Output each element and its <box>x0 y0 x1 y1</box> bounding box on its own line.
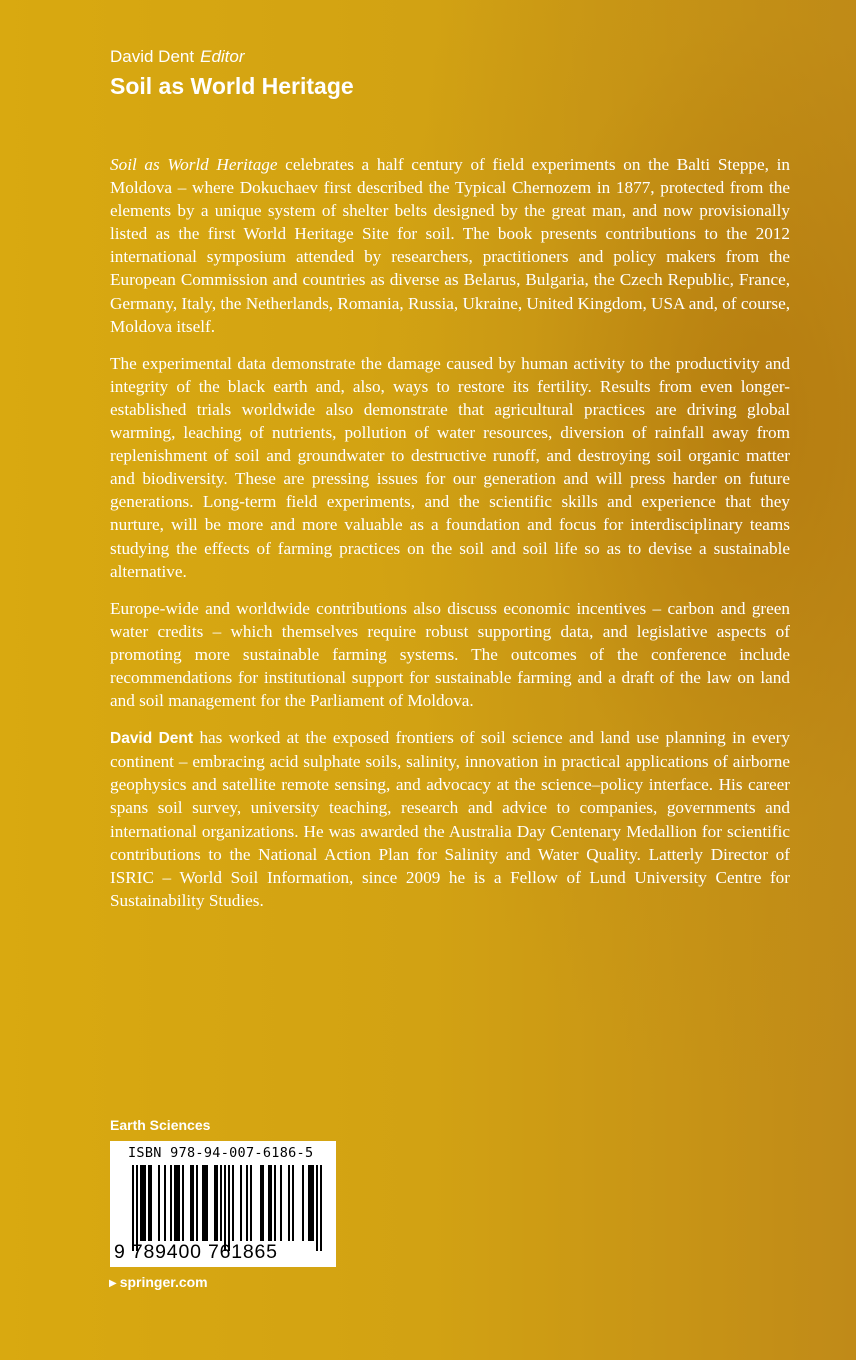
bio-text: has worked at the exposed frontiers of soil science and land use planning in every continent – embracing acid sulphate soils, salinity, innovation in practical applications of airborne geophysics and satellite remote sensing, and advocacy at the science–policy interface. His career spans soil survey, university teaching, research and advice to companies, governments and international organizations. He was awarded the Australia Day Centenary Medallion for scientific contributions to the National Action Plan for Salinity and Water Quality. Latterly Director of ISRIC – World Soil Information, since 2009 he is a Fellow of Lund University Centre for Sustainability Studies. <box>110 728 790 910</box>
barcode-bar <box>132 1165 134 1251</box>
barcode-bar <box>178 1165 180 1241</box>
author-role: Editor <box>200 47 245 66</box>
subject-category: Earth Sciences <box>110 1117 211 1133</box>
barcode-bar <box>262 1165 264 1241</box>
barcode-bar <box>310 1165 312 1241</box>
isbn-barcode <box>110 1141 336 1267</box>
barcode-bar <box>204 1165 206 1241</box>
barcode-bar <box>232 1165 234 1241</box>
publisher-url: springer.com <box>119 1274 208 1290</box>
book-title: Soil as World Heritage <box>110 73 354 99</box>
blurb-text <box>110 153 790 926</box>
blurb-title-italic: Soil as World Heritage <box>110 155 278 174</box>
isbn-label: ISBN 978-94-007-6186-5 <box>128 1145 314 1161</box>
barcode-bar <box>292 1165 294 1241</box>
barcode-bar <box>288 1165 290 1241</box>
blurb-paragraph-3: Europe-wide and worldwide contributions also discuss economic incentives – carbon and green water credits – which themselves require robust supporting data, and legislative aspects of promoting more sustainable farming systems. The outcomes of the conference include recommendations for institutional support for sustainable farming and a draft of the law on land and soil management for the Parliament of Moldova. <box>110 598 790 711</box>
barcode-bar <box>136 1165 138 1251</box>
barcode-bar <box>164 1165 166 1241</box>
play-arrow-icon: ▶ <box>109 1278 117 1289</box>
barcode-bar <box>302 1165 304 1241</box>
barcode-bar <box>216 1165 218 1241</box>
barcode-bar <box>174 1165 176 1241</box>
author-line <box>110 46 354 68</box>
barcode-bar <box>268 1165 270 1241</box>
barcode-bar <box>170 1165 172 1241</box>
blurb-paragraph-1 <box>110 153 790 338</box>
barcode-bar <box>308 1165 310 1241</box>
author-bio <box>110 726 790 912</box>
barcode-bar <box>148 1165 150 1241</box>
barcode-bar <box>316 1165 318 1251</box>
cover-header <box>110 46 354 100</box>
barcode-bar <box>190 1165 192 1241</box>
publisher-link[interactable] <box>109 1274 208 1290</box>
barcode-bar <box>196 1165 198 1241</box>
barcode-bar <box>274 1165 276 1241</box>
barcode-bar <box>176 1165 178 1241</box>
barcode-bar <box>270 1165 272 1241</box>
barcode-bar <box>250 1165 252 1241</box>
barcode-bar <box>220 1165 222 1241</box>
barcode-bar <box>158 1165 160 1241</box>
barcode-bar <box>182 1165 184 1241</box>
barcode-bar <box>280 1165 282 1241</box>
barcode-bar <box>144 1165 146 1241</box>
barcode-bar <box>240 1165 242 1241</box>
barcode-bar <box>246 1165 248 1241</box>
barcode-bar <box>192 1165 194 1241</box>
author-name: David Dent <box>110 47 195 66</box>
ean-digits: 9 789400 761865 <box>114 1241 278 1263</box>
barcode-bar <box>214 1165 216 1241</box>
barcode-bar <box>320 1165 322 1251</box>
barcode-bar <box>140 1165 142 1241</box>
barcode-bar <box>224 1165 226 1251</box>
barcode-bar <box>206 1165 208 1241</box>
barcode-bar <box>150 1165 152 1241</box>
blurb-paragraph-2: The experimental data demonstrate the damage caused by human activity to the productivity and integrity of the black earth and, also, ways to restore its fertility. Results from even longer-established trials worldwide also demonstrate that agricultural practices are driving global warming, leaching of nutrients, pollution of water resources, diversion of rainfall away from replenishment of soil and groundwater to destructive runoff, and destroying soil organic matter and biodiversity. These are pressing issues for our generation and will press harder on future generations. Long-term field experiments, and the scientific skills and experience that they nurture, will be more and more valuable as a foundation and focus for interdisciplinary teams studying the effects of farming practices on the soil and soil life so as to devise a sustainable alternative. <box>110 353 790 581</box>
bio-author-name: David Dent <box>110 730 194 748</box>
barcode-bar <box>142 1165 144 1241</box>
blurb-paragraph-1-text: celebrates a half century of field experiments on the Balti Steppe, in Moldova – where Dokuchaev first described the Typical Chernozem in 1877, protected from the elements by a unique system of shelter belts designed by the great man, and now provisionally listed as the first World Heritage Site for soil. The book presents contributions to the 2012 international symposium attended by researchers, practitioners and policy makers from the European Commission and countries as diverse as Belarus, Bulgaria, the Czech Republic, France, Germany, Italy, the Netherlands, Romania, Russia, Ukraine, United Kingdom, USA and, of course, Moldova itself. <box>110 155 790 336</box>
barcode-bar <box>202 1165 204 1241</box>
barcode-bar <box>260 1165 262 1241</box>
barcode-bar <box>312 1165 314 1241</box>
barcode-bar <box>228 1165 230 1251</box>
